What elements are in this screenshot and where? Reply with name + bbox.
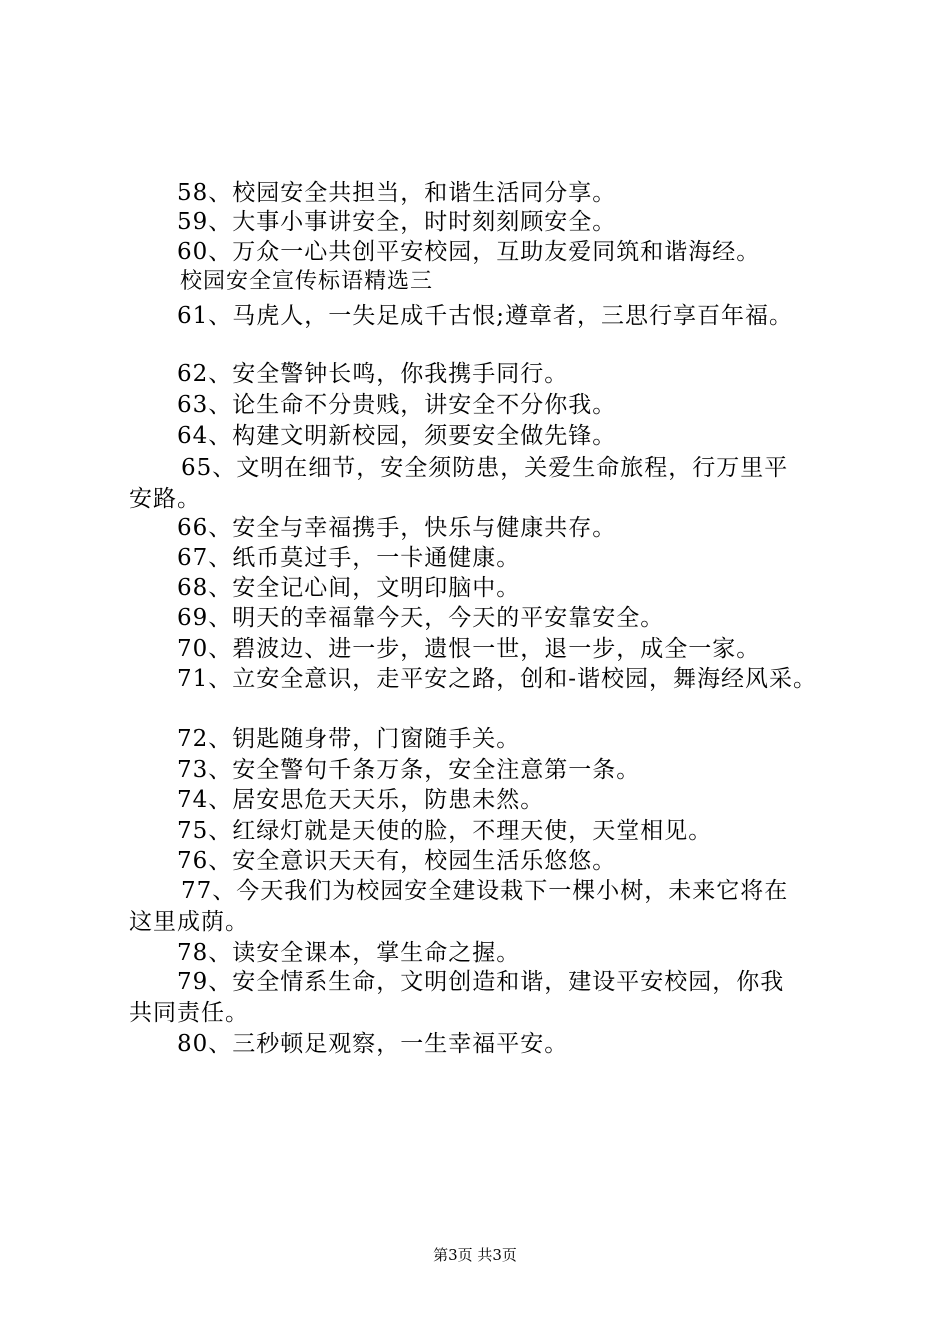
- slogan-80: 80、三秒顿足观察，一生幸福平安。: [177, 1031, 569, 1057]
- slogan-76: 76、安全意识天天有，校园生活乐悠悠。: [177, 848, 617, 874]
- slogan-61: 61、马虎人，一失足成千古恨;遵章者，三思行享百年福。: [177, 303, 794, 329]
- slogan-65: 65、文明在细节，安全须防患，关爱生命旅程，行万里平: [181, 455, 789, 481]
- slogan-67: 67、纸币莫过手，一卡通健康。: [177, 545, 521, 571]
- page-footer: 第3页 共3页: [433, 1246, 517, 1264]
- slogan-59: 59、大事小事讲安全，时时刻刻顾安全。: [177, 209, 617, 235]
- slogan-66: 66、安全与幸福携手，快乐与健康共存。: [177, 515, 617, 541]
- slogan-71: 71、立安全意识，走平安之路，创和-谐校园，舞海经风采。: [177, 666, 818, 692]
- slogan-68: 68、安全记心间，文明印脑中。: [177, 575, 521, 601]
- slogan-60: 60、万众一心共创平安校园，互助友爱同筑和谐海经。: [177, 239, 761, 265]
- slogan-70: 70、碧波边、进一步，遗恨一世，退一步，成全一家。: [177, 636, 761, 662]
- slogan-77-continuation: 这里成荫。: [129, 909, 249, 935]
- slogan-63: 63、论生命不分贵贱，讲安全不分你我。: [177, 392, 617, 418]
- slogan-74: 74、居安思危天天乐，防患未然。: [177, 787, 545, 813]
- slogan-65-continuation: 安路。: [129, 486, 201, 512]
- slogan-77: 77、今天我们为校园安全建设栽下一棵小树，未来它将在: [181, 878, 789, 904]
- slogan-79-continuation: 共同责任。: [129, 1000, 249, 1026]
- section-heading: 校园安全宣传标语精选三: [180, 269, 434, 294]
- slogan-75: 75、红绿灯就是天使的脸，不理天使，天堂相见。: [177, 818, 713, 844]
- slogan-79: 79、安全情系生命，文明创造和谐，建设平安校园，你我: [177, 969, 785, 995]
- slogan-72: 72、钥匙随身带，门窗随手关。: [177, 726, 521, 752]
- slogan-64: 64、构建文明新校园，须要安全做先锋。: [177, 423, 617, 449]
- slogan-62: 62、安全警钟长鸣，你我携手同行。: [177, 361, 569, 387]
- slogan-58: 58、校园安全共担当，和谐生活同分享。: [177, 180, 617, 206]
- slogan-69: 69、明天的幸福靠今天，今天的平安靠安全。: [177, 605, 665, 631]
- slogan-78: 78、读安全课本，掌生命之握。: [177, 940, 521, 966]
- slogan-73: 73、安全警句千条万条，安全注意第一条。: [177, 757, 641, 783]
